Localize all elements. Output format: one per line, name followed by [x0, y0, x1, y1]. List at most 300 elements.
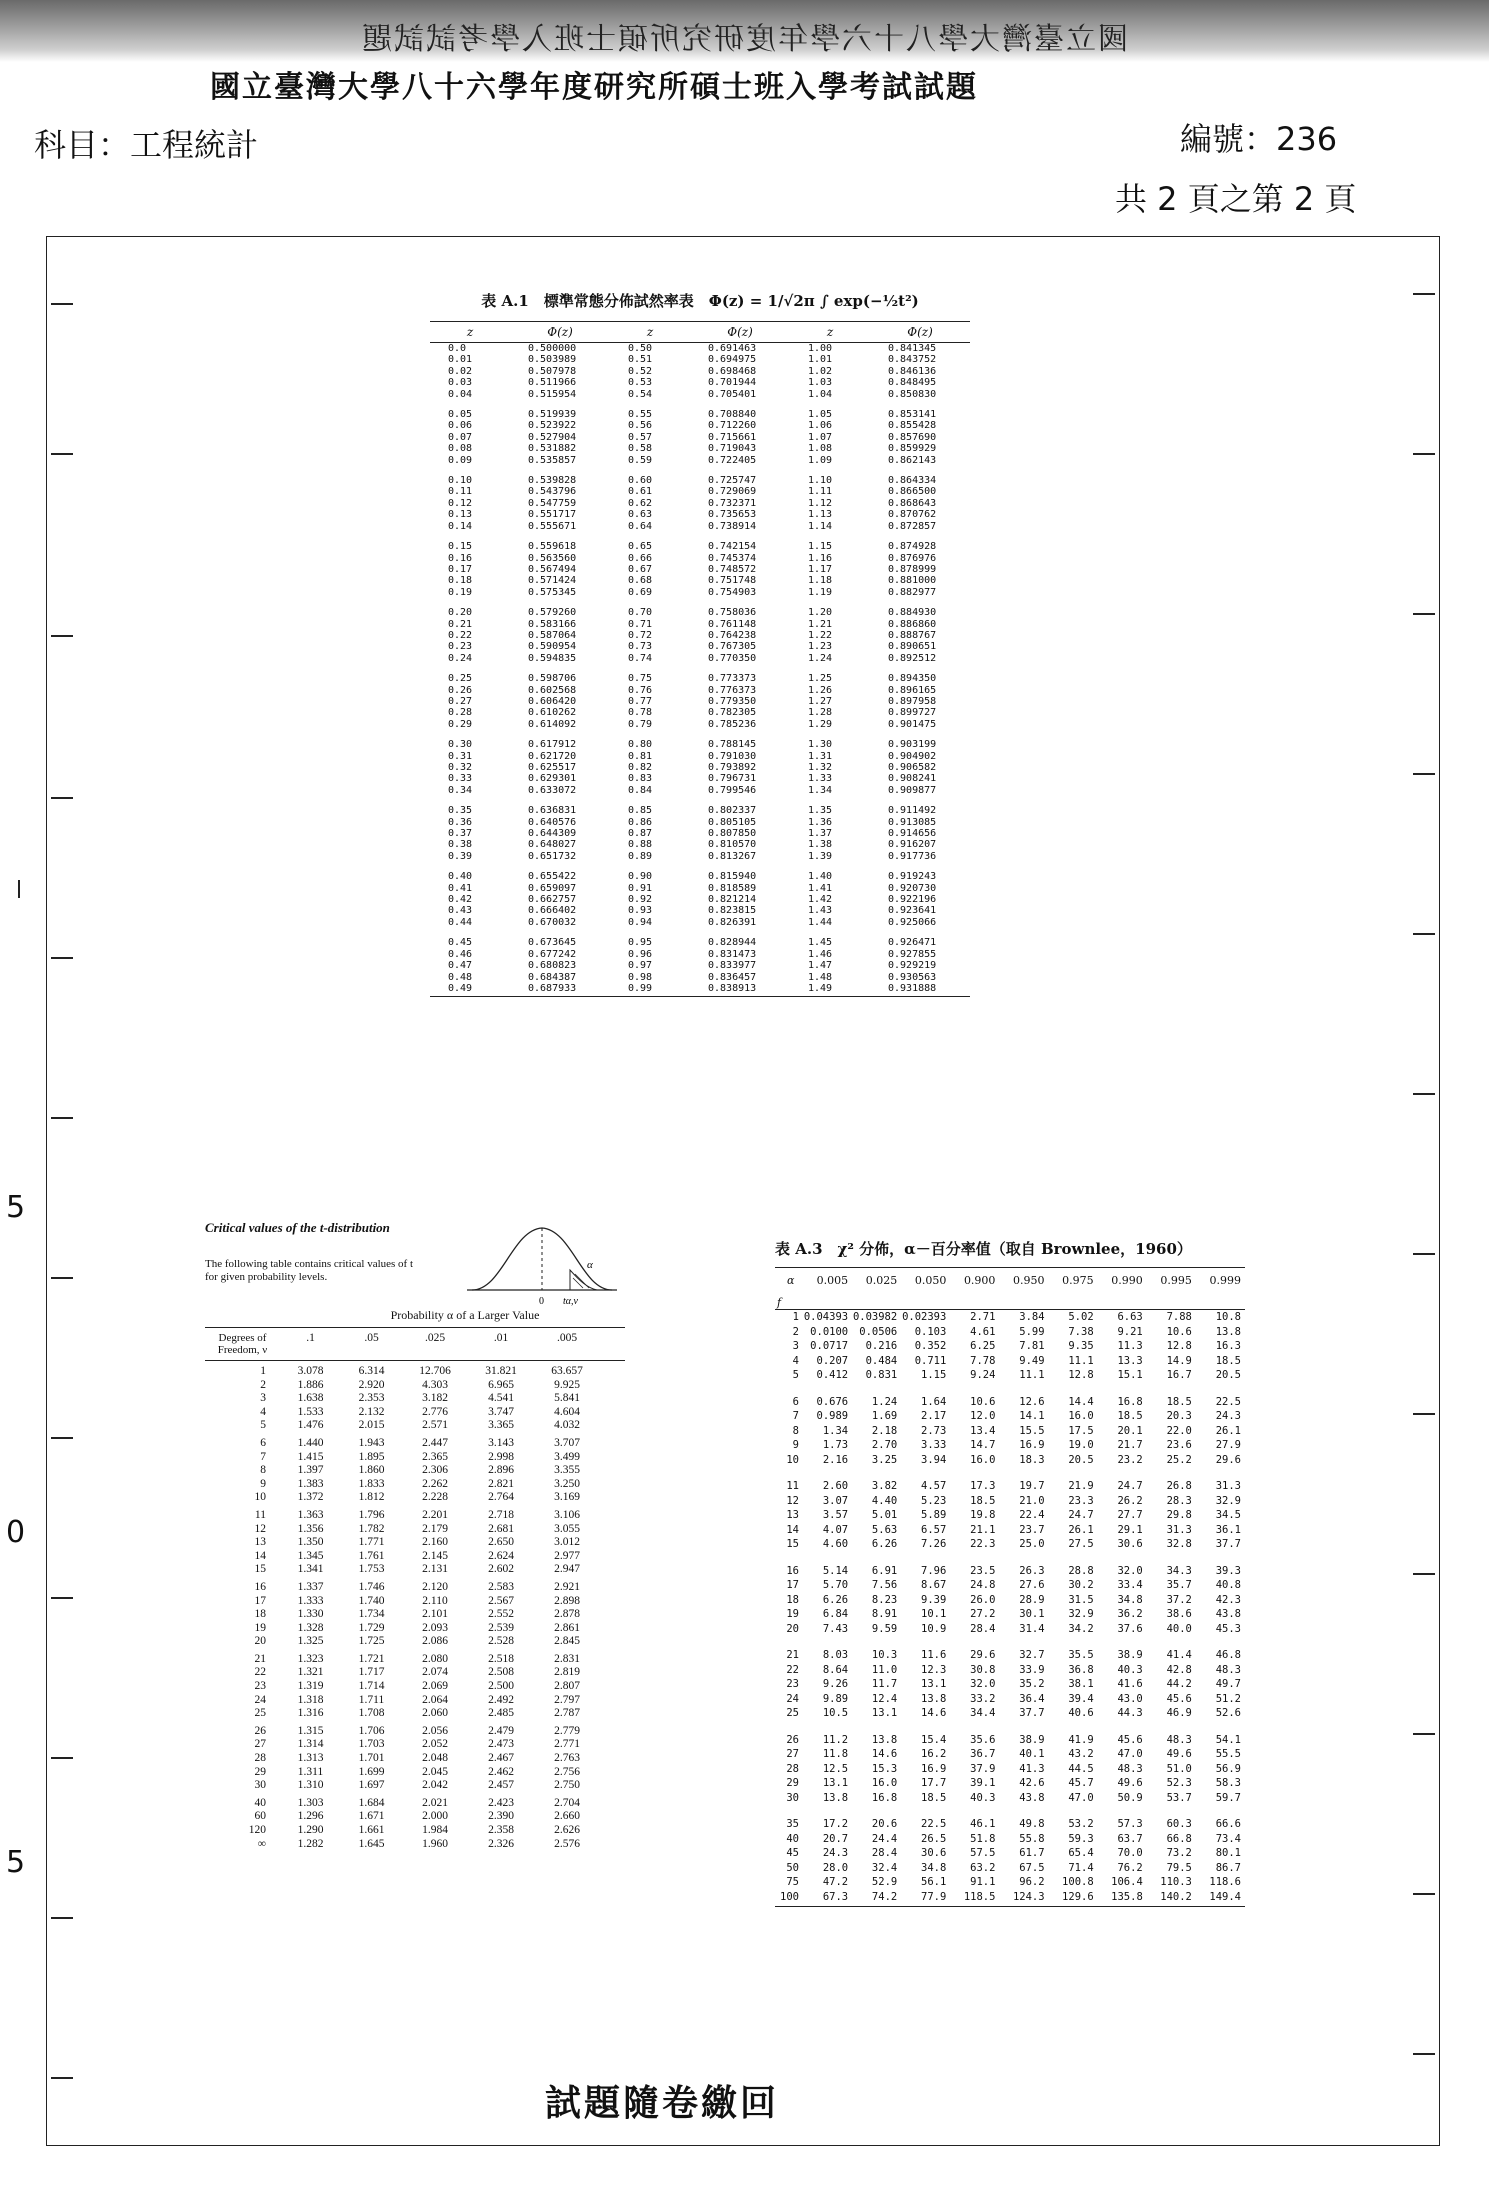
table-cell: 46.1 — [970, 1818, 996, 1830]
df-cell: 19 — [254, 1621, 266, 1634]
table-cell: 19.8 — [970, 1509, 996, 1521]
table-cell: 3.57 — [822, 1509, 849, 1521]
table-cell: 1.645 — [358, 1837, 385, 1850]
table-cell: 0.906582 — [888, 762, 937, 773]
table-cell: 0.767305 — [708, 641, 757, 653]
table-cell: 50.9 — [1117, 1791, 1143, 1804]
table-cell: 0.13 — [448, 509, 473, 521]
table-cell: 65.4 — [1068, 1847, 1094, 1859]
table-cell: 2.624 — [488, 1549, 514, 1562]
table-cell: 1.314 — [297, 1738, 324, 1751]
left-tick — [51, 1437, 73, 1439]
df-cell: 17 — [254, 1594, 266, 1607]
table-cell: 0.567494 — [528, 563, 577, 575]
alpha-column-header: .025 — [424, 1332, 446, 1344]
table-cell: 33.2 — [970, 1692, 996, 1705]
table-cell: 9.59 — [871, 1622, 898, 1635]
table-cell: 0.629301 — [528, 773, 577, 785]
table-cell: 35.6 — [970, 1733, 996, 1746]
table-cell: 0.09 — [448, 454, 473, 466]
table-cell: 0.925066 — [888, 916, 937, 928]
table-cell: 41.4 — [1166, 1649, 1192, 1661]
table-cell: 0.86 — [628, 816, 653, 828]
table-cell: 1.06 — [808, 420, 833, 432]
table-cell: 28.8 — [1068, 1564, 1094, 1577]
df-cell: 21 — [786, 1649, 799, 1661]
table-cell: 18.5 — [921, 1791, 947, 1804]
table-cell: 44.2 — [1166, 1678, 1192, 1690]
table-cell: 0.761148 — [708, 618, 757, 630]
table-cell: 39.1 — [970, 1777, 996, 1789]
table-cell: 0.99 — [628, 982, 653, 994]
table-cell: 0.676 — [816, 1395, 849, 1408]
table-cell: 2.074 — [422, 1666, 448, 1679]
table-cell: 22.5 — [921, 1818, 947, 1830]
table-cell: 0.24 — [448, 652, 473, 664]
table-cell: 0.598706 — [528, 673, 577, 685]
table-cell: 0.0 — [448, 343, 467, 354]
table-cell: 118.5 — [963, 1890, 996, 1903]
table-cell: 0.82 — [628, 762, 653, 773]
table-cell: 14.1 — [1019, 1410, 1045, 1422]
table-cell: 0.722405 — [708, 454, 757, 466]
df-cell: 4 — [260, 1405, 266, 1418]
table-cell: 0.828944 — [708, 937, 757, 949]
table-cell: 7.38 — [1068, 1325, 1094, 1338]
table-cell: 2.718 — [488, 1508, 514, 1521]
table-cell: 32.9 — [1068, 1608, 1094, 1620]
left-tick — [51, 1117, 73, 1119]
column-header: z — [826, 325, 834, 339]
subject-label: 科目：工程統計 — [34, 126, 259, 164]
table-cell: 0.535857 — [528, 454, 577, 466]
table-cell: 0.74 — [628, 652, 653, 664]
table-cell: 1.23 — [808, 641, 833, 653]
table-cell: 29.1 — [1117, 1523, 1143, 1536]
table-cell: 36.4 — [1019, 1692, 1045, 1705]
df-cell: 50 — [786, 1861, 799, 1874]
table-cell: 0.655422 — [528, 871, 577, 883]
table-cell: 48.3 — [1166, 1733, 1192, 1746]
df-cell: 23 — [786, 1678, 799, 1690]
table-cell: 0.919243 — [888, 871, 937, 883]
table-cell: 0.51 — [628, 354, 653, 366]
table-cell: 59.7 — [1215, 1791, 1241, 1804]
table-cell: 0.754903 — [708, 586, 757, 598]
table-cell: 0.640576 — [528, 816, 577, 828]
df-cell: ∞ — [257, 1837, 266, 1850]
table-cell: 0.59 — [628, 454, 653, 466]
table-cell: 30.8 — [970, 1663, 996, 1676]
table-cell: 0.770350 — [708, 652, 757, 664]
table-cell: 13.8 — [1215, 1325, 1241, 1338]
table-cell: 43.8 — [1215, 1608, 1241, 1620]
column-header: 0.025 — [865, 1274, 898, 1287]
table-cell: 0.648027 — [528, 839, 577, 851]
table-cell: 0.989 — [816, 1410, 849, 1422]
table-cell: 16.0 — [1068, 1410, 1094, 1422]
table-cell: 8.67 — [921, 1579, 947, 1591]
table-cell: 53.2 — [1068, 1818, 1094, 1830]
table-cell: 1.321 — [297, 1666, 324, 1679]
table-cell: 2.447 — [422, 1436, 448, 1449]
column-header: Φ(z) — [907, 325, 933, 339]
t-curve-figure — [467, 1218, 617, 1308]
table-cell: 0.04393 — [803, 1311, 849, 1323]
df-cell: 22 — [254, 1666, 266, 1679]
table-cell: 140.2 — [1160, 1890, 1192, 1903]
table-cell: 1.316 — [297, 1707, 324, 1720]
footer-note: 試題隨卷繳回 — [545, 2082, 780, 2124]
table-cell: 0.773373 — [708, 673, 757, 685]
table-cell: 2.015 — [358, 1419, 385, 1432]
table-cell: 1.771 — [358, 1536, 385, 1549]
table-cell: 1.708 — [358, 1707, 385, 1720]
table-cell: 17.7 — [921, 1777, 947, 1789]
table-cell: 0.16 — [448, 552, 473, 564]
table-cell: 1.00 — [808, 343, 833, 354]
table-cell: 2.763 — [554, 1752, 580, 1765]
table-cell: 0.878999 — [888, 563, 937, 575]
table-cell: 0.61 — [628, 486, 653, 498]
table-cell: 5.99 — [1019, 1325, 1045, 1338]
table-cell: 7.43 — [822, 1622, 849, 1635]
table-cell: 1.32 — [808, 762, 833, 773]
table-cell: 32.0 — [1117, 1564, 1143, 1577]
table-cell: 0.95 — [628, 937, 653, 949]
table-cell: 0.931888 — [888, 982, 937, 994]
row-gap — [775, 1552, 1245, 1564]
right-tick — [1413, 1733, 1435, 1735]
table-cell: 40.0 — [1166, 1622, 1192, 1635]
table-cell: 106.4 — [1111, 1876, 1143, 1888]
table-cell: 1.17 — [808, 563, 833, 575]
table-cell: 31.821 — [485, 1365, 517, 1377]
table-cell: 49.8 — [1019, 1818, 1045, 1830]
table-cell: 2.16 — [822, 1453, 849, 1466]
table-cell: 1.14 — [808, 520, 833, 532]
df-cell: 2 — [792, 1325, 799, 1338]
table-cell: 0.503989 — [528, 354, 577, 366]
table-cell: 1.15 — [808, 541, 833, 553]
table-cell: 31.4 — [1019, 1622, 1045, 1635]
table-cell: 3.747 — [488, 1405, 514, 1418]
table-cell: 40.8 — [1215, 1579, 1241, 1591]
table-cell: 0.11 — [448, 486, 473, 498]
table-cell: 0.821214 — [708, 894, 757, 906]
df-cell: 75 — [786, 1876, 799, 1888]
table-cell: 0.748572 — [708, 563, 757, 575]
table-cell: 19.7 — [1019, 1480, 1045, 1492]
df-cell: 15 — [786, 1538, 799, 1550]
table-cell: 1.699 — [358, 1765, 385, 1778]
table-cell: 1.984 — [422, 1824, 448, 1836]
df-cell: 8 — [792, 1424, 799, 1437]
table-cell: 0.882977 — [888, 586, 937, 598]
table-cell: 1.333 — [297, 1594, 324, 1607]
table-cell: 0.79 — [628, 718, 653, 730]
table-cell: 1.725 — [358, 1635, 385, 1648]
table-cell: 1.42 — [808, 894, 833, 906]
table-cell: 46.9 — [1166, 1707, 1192, 1719]
table-cell: 0.92 — [628, 894, 653, 906]
table-cell: 2.069 — [422, 1680, 448, 1693]
table-cell: 2.771 — [554, 1738, 580, 1751]
table-cell: 0.859929 — [888, 443, 937, 455]
table-cell: 0.836457 — [708, 971, 757, 983]
table-rule — [430, 996, 970, 997]
table-cell: 0.890651 — [888, 641, 937, 653]
table-cell: 1.45 — [808, 937, 833, 949]
table-cell: 21.1 — [970, 1523, 996, 1536]
table-cell: 1.746 — [358, 1580, 385, 1593]
table-cell: 0.870762 — [888, 509, 937, 521]
table-cell: 2.681 — [488, 1522, 514, 1535]
row-gap — [430, 796, 970, 805]
table-cell: 0.54 — [628, 388, 653, 400]
table-cell: 23.3 — [1068, 1494, 1094, 1507]
table-cell: 0.23 — [448, 641, 473, 653]
table-cell: 2.306 — [422, 1464, 448, 1477]
table-cell: 51.2 — [1215, 1692, 1241, 1705]
row-gap — [775, 1467, 1245, 1479]
table-cell: 6.965 — [488, 1378, 514, 1391]
table-cell: 23.2 — [1117, 1453, 1143, 1466]
table-cell: 0.823815 — [708, 905, 757, 917]
table-cell: 37.7 — [1215, 1538, 1241, 1550]
table-cell: 129.6 — [1062, 1890, 1094, 1903]
table-cell: 2.831 — [554, 1652, 580, 1665]
table-cell: 4.541 — [488, 1392, 514, 1405]
table-cell: 8.64 — [822, 1663, 849, 1676]
table-cell: 2.776 — [422, 1405, 448, 1418]
table-cell: 43.0 — [1117, 1692, 1143, 1705]
df-cell: 30 — [254, 1779, 266, 1792]
table-cell: 1.41 — [808, 882, 833, 894]
table-cell: 0.587064 — [528, 629, 577, 641]
table-cell: 118.6 — [1209, 1876, 1241, 1888]
table-cell: 0.813267 — [708, 850, 757, 862]
table-cell: 73.4 — [1215, 1832, 1241, 1845]
table-cell: 2.947 — [554, 1563, 580, 1576]
table-cell: 2.132 — [358, 1405, 385, 1418]
table-cell: 57.5 — [970, 1847, 996, 1859]
table-cell: 0.551717 — [528, 509, 577, 521]
table-cell: 43.8 — [1019, 1791, 1045, 1804]
table-cell: 1.330 — [297, 1608, 324, 1621]
table-cell: 37.2 — [1166, 1593, 1192, 1606]
table-cell: 53.7 — [1166, 1791, 1192, 1804]
table-cell: 0.15 — [448, 541, 473, 553]
table-cell: 0.64 — [628, 520, 653, 532]
table-cell: 0.06 — [448, 420, 473, 432]
table-cell: 0.705401 — [708, 388, 757, 400]
df-cell: 29 — [786, 1777, 799, 1789]
table-cell: 0.33 — [448, 773, 473, 785]
column-header: 0.975 — [1062, 1274, 1094, 1287]
table-cell: 30.1 — [1019, 1608, 1045, 1620]
column-header: 0.050 — [914, 1274, 947, 1287]
table-cell: 12.0 — [970, 1410, 996, 1422]
table-cell: 1.43 — [808, 905, 833, 917]
df-header: Degrees of Freedom, ν — [217, 1332, 268, 1356]
table-cell: 24.7 — [1117, 1480, 1143, 1492]
table-cell: 0.848495 — [888, 377, 937, 389]
t-table-body — [205, 1365, 625, 1851]
table-cell: 0.01 — [448, 354, 473, 366]
table-cell: 35.2 — [1019, 1678, 1045, 1690]
table-cell: 0.21 — [448, 618, 473, 630]
table-cell: 0.71 — [628, 618, 653, 630]
table-cell: 3.499 — [554, 1450, 580, 1463]
left-tick — [51, 957, 73, 959]
table-cell: 16.9 — [921, 1762, 947, 1775]
table-cell: 2.048 — [422, 1752, 448, 1765]
table-cell: 3.182 — [422, 1392, 448, 1405]
table-cell: 0.725747 — [708, 475, 757, 487]
table-cell: 49.7 — [1215, 1678, 1241, 1690]
table-cell: 0.571424 — [528, 575, 577, 587]
table-cell: 2.160 — [422, 1536, 448, 1549]
right-tick — [1413, 453, 1435, 455]
table-cell: 0.666402 — [528, 905, 577, 917]
table-cell: 0.29 — [448, 718, 473, 730]
table-cell: 3.106 — [554, 1508, 580, 1521]
table-cell: 25.2 — [1166, 1453, 1192, 1466]
table-cell: 0.926471 — [888, 937, 937, 949]
table-cell: 6.26 — [822, 1593, 849, 1606]
table-cell: 60.3 — [1166, 1818, 1192, 1830]
table-cell: 0.08 — [448, 443, 473, 455]
table-cell: 10.6 — [1166, 1325, 1192, 1338]
table-cell: 1.01 — [808, 354, 833, 366]
table-cell: 30.6 — [1117, 1538, 1143, 1550]
table-cell: 0.26 — [448, 684, 473, 696]
table-cell: 4.60 — [822, 1538, 849, 1550]
table-cell: 34.3 — [1166, 1564, 1192, 1577]
left-tick — [51, 1917, 73, 1919]
table-cell: 1.325 — [297, 1635, 324, 1648]
table-cell: 1.34 — [808, 784, 833, 796]
table-cell: 0.30 — [448, 739, 473, 751]
df-cell: 9 — [792, 1439, 799, 1451]
table-cell: 0.855428 — [888, 420, 937, 432]
table-cell: 0.43 — [448, 905, 473, 917]
table-cell: 1.296 — [297, 1810, 324, 1823]
df-cell: 25 — [786, 1707, 799, 1719]
table-cell: 0.602568 — [528, 684, 577, 696]
table-cell: 47.2 — [822, 1876, 849, 1888]
table-cell: 2.467 — [488, 1752, 514, 1765]
table-cell: 0.644309 — [528, 828, 577, 840]
table-cell: 0.216 — [865, 1340, 898, 1352]
table-cell: 0.207 — [816, 1354, 849, 1367]
table-cell: 0.793892 — [708, 762, 757, 773]
table-cell: 7.96 — [921, 1564, 947, 1577]
table-cell: 1.638 — [297, 1392, 324, 1405]
table-cell: 0.923641 — [888, 905, 937, 917]
table-cell: 0.02393 — [902, 1311, 947, 1323]
table-cell: 32.8 — [1166, 1538, 1192, 1550]
table-cell: 4.61 — [970, 1325, 996, 1338]
table-cell: 1.09 — [808, 454, 833, 466]
table-cell: 6.57 — [921, 1523, 947, 1536]
table-cell: 0.539828 — [528, 475, 577, 487]
t-critical-label: tα,ν — [563, 1296, 578, 1307]
table-cell: 2.093 — [422, 1621, 448, 1634]
table-rule — [775, 1906, 1245, 1907]
table-cell: 1.24 — [871, 1395, 898, 1408]
table-cell: 56.1 — [921, 1876, 947, 1888]
table-cell: 36.7 — [970, 1748, 996, 1760]
table-cell: 0.555671 — [528, 520, 577, 532]
table-cell: 0.903199 — [888, 739, 937, 751]
table-cell: 20.5 — [1215, 1369, 1241, 1381]
df-cell: 10 — [786, 1453, 799, 1466]
table-cell: 9.925 — [554, 1378, 580, 1391]
table-cell: 2.353 — [358, 1392, 385, 1405]
table-cell: 0.711 — [914, 1354, 947, 1367]
table-cell: 54.1 — [1215, 1733, 1241, 1746]
table-cell: 0.866500 — [888, 486, 937, 498]
table-cell: 15.5 — [1019, 1424, 1045, 1437]
table-cell: 16.0 — [970, 1453, 996, 1466]
table-cell: 5.14 — [822, 1564, 849, 1577]
df-cell: 3 — [260, 1392, 266, 1405]
table-cell: 2.797 — [554, 1693, 580, 1706]
table-cell: 3.012 — [554, 1536, 580, 1549]
df-cell: 26 — [254, 1724, 266, 1737]
table-cell: 2.819 — [554, 1666, 580, 1679]
table-cell: 0.41 — [448, 882, 473, 894]
df-cell: 5 — [260, 1419, 266, 1432]
table-cell: 73.2 — [1166, 1847, 1192, 1859]
table-cell: 24.3 — [1215, 1410, 1241, 1422]
table-cell: 13.3 — [1117, 1354, 1143, 1367]
table-cell: 0.60 — [628, 475, 653, 487]
right-tick — [1413, 613, 1435, 615]
table-cell: 1.29 — [808, 718, 833, 730]
table-cell: 0.617912 — [528, 739, 577, 751]
table-cell: 0.810570 — [708, 839, 757, 851]
table-cell: 0.69 — [628, 586, 653, 598]
table-cell: 11.7 — [871, 1678, 898, 1690]
table-cell: 10.9 — [921, 1622, 947, 1635]
table-cell: 8.91 — [871, 1608, 898, 1620]
table-cell: 0.625517 — [528, 762, 577, 773]
table-cell: 67.3 — [822, 1890, 849, 1903]
table-cell: 5.89 — [921, 1509, 947, 1521]
table-cell: 0.884930 — [888, 607, 937, 619]
table-cell: 2.861 — [554, 1621, 580, 1634]
table-cell: 1.714 — [358, 1680, 385, 1693]
chi-table-header — [775, 1267, 1245, 1310]
table-cell: 0.758036 — [708, 607, 757, 619]
table-cell: 1.721 — [358, 1652, 385, 1665]
table-cell: 0.77 — [628, 695, 653, 707]
table-cell: 2.576 — [554, 1837, 580, 1850]
table-cell: 0.874928 — [888, 541, 937, 553]
left-tick — [51, 797, 73, 799]
table-cell: 86.7 — [1215, 1861, 1241, 1874]
table-cell: 2.60 — [822, 1480, 849, 1492]
df-cell: 23 — [254, 1680, 266, 1693]
table-cell: 0.862143 — [888, 454, 937, 466]
table-cell: 6.91 — [871, 1564, 898, 1577]
table-cell: 12.5 — [822, 1762, 849, 1775]
normal-distribution-table — [430, 290, 970, 997]
table-cell: 10.3 — [871, 1649, 898, 1661]
